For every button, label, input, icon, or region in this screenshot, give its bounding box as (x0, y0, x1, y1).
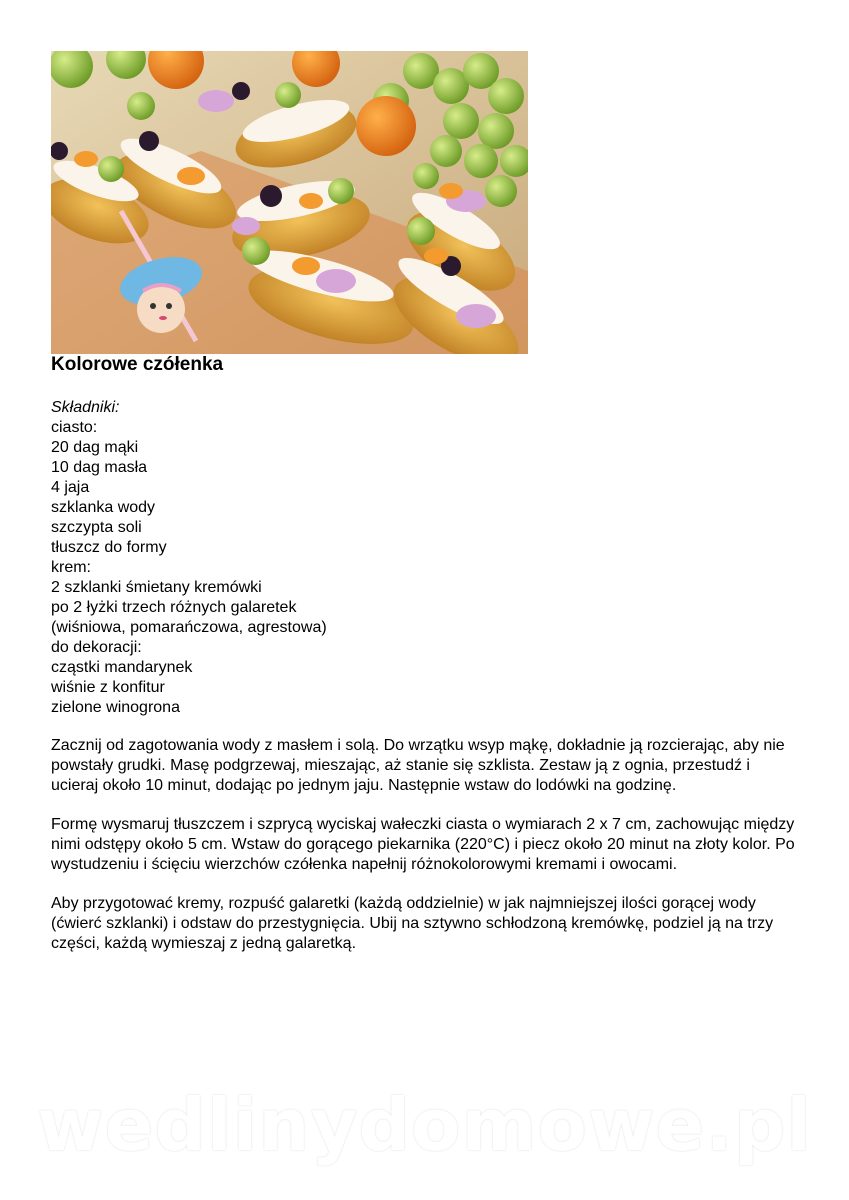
ingredient-item: 20 dag mąki (51, 439, 139, 456)
ingredient-item: cząstki mandarynek (51, 659, 193, 676)
ingredient-item: 10 dag masła (51, 459, 148, 476)
instruction-paragraph: Aby przygotować kremy, rozpuść galaretki (każdą oddzielnie) w jak najmniejszej ilości gorącej wody (ćwierć szklanki) i odstaw do przestygnięcia. Ubij na sztywno schłodzoną kremówkę, podziel ją na trzy części, każdą wymieszaj z jedną galaretką. (51, 895, 774, 952)
ingredient-item: 4 jaja (51, 479, 90, 496)
ingredient-item: szczypta soli (51, 519, 142, 536)
ingredient-item: krem: (51, 559, 91, 576)
recipe-photo (51, 51, 528, 354)
ingredient-item: (wiśniowa, pomarańczowa, agrestowa) (51, 619, 327, 636)
instruction-paragraph: Formę wysmaruj tłuszczem i szprycą wyciskaj wałeczki ciasta o wymiarach 2 x 7 cm, zachowując między nimi odstępy około 5 cm. Wstaw do gorącego piekarnika (220°C) i piecz około 20 minut na złoty kolor. Po wystudzeniu i ścięciu wierzchów czółenka napełnij różnokolorowymi kremami i owocami. (51, 816, 795, 873)
ingredient-item: wiśnie z konfitur (51, 679, 165, 696)
instructions (51, 736, 796, 973)
ingredient-item: 2 szklanki śmietany kremówki (51, 579, 262, 596)
ingredient-item: po 2 łyżki trzech różnych galaretek (51, 599, 297, 616)
ingredient-item: tłuszcz do formy (51, 539, 167, 556)
watermark: wedlinydomowe.pl (37, 1083, 812, 1167)
ingredient-item: do dekoracji: (51, 639, 142, 656)
ingredient-item: szklanka wody (51, 499, 156, 516)
ingredient-item: zielone winogrona (51, 699, 180, 716)
ingredients-list (51, 398, 327, 718)
instruction-paragraph: Zacznij od zagotowania wody z masłem i solą. Do wrzątku wsyp mąkę, dokładnie ją rozcierając, aby nie powstały grudki. Masę podgrzewaj, mieszając, aż stanie się szklista. Zestaw ją z ognia, przestudź i ucieraj około 10 minut, dodając po jednym jaju. Następnie wstaw do lodówki na godzinę. (51, 737, 785, 794)
ingredients-heading: Składniki: (51, 399, 120, 416)
ingredient-item: ciasto: (51, 419, 98, 436)
recipe-title: Kolorowe czółenka (51, 354, 224, 375)
